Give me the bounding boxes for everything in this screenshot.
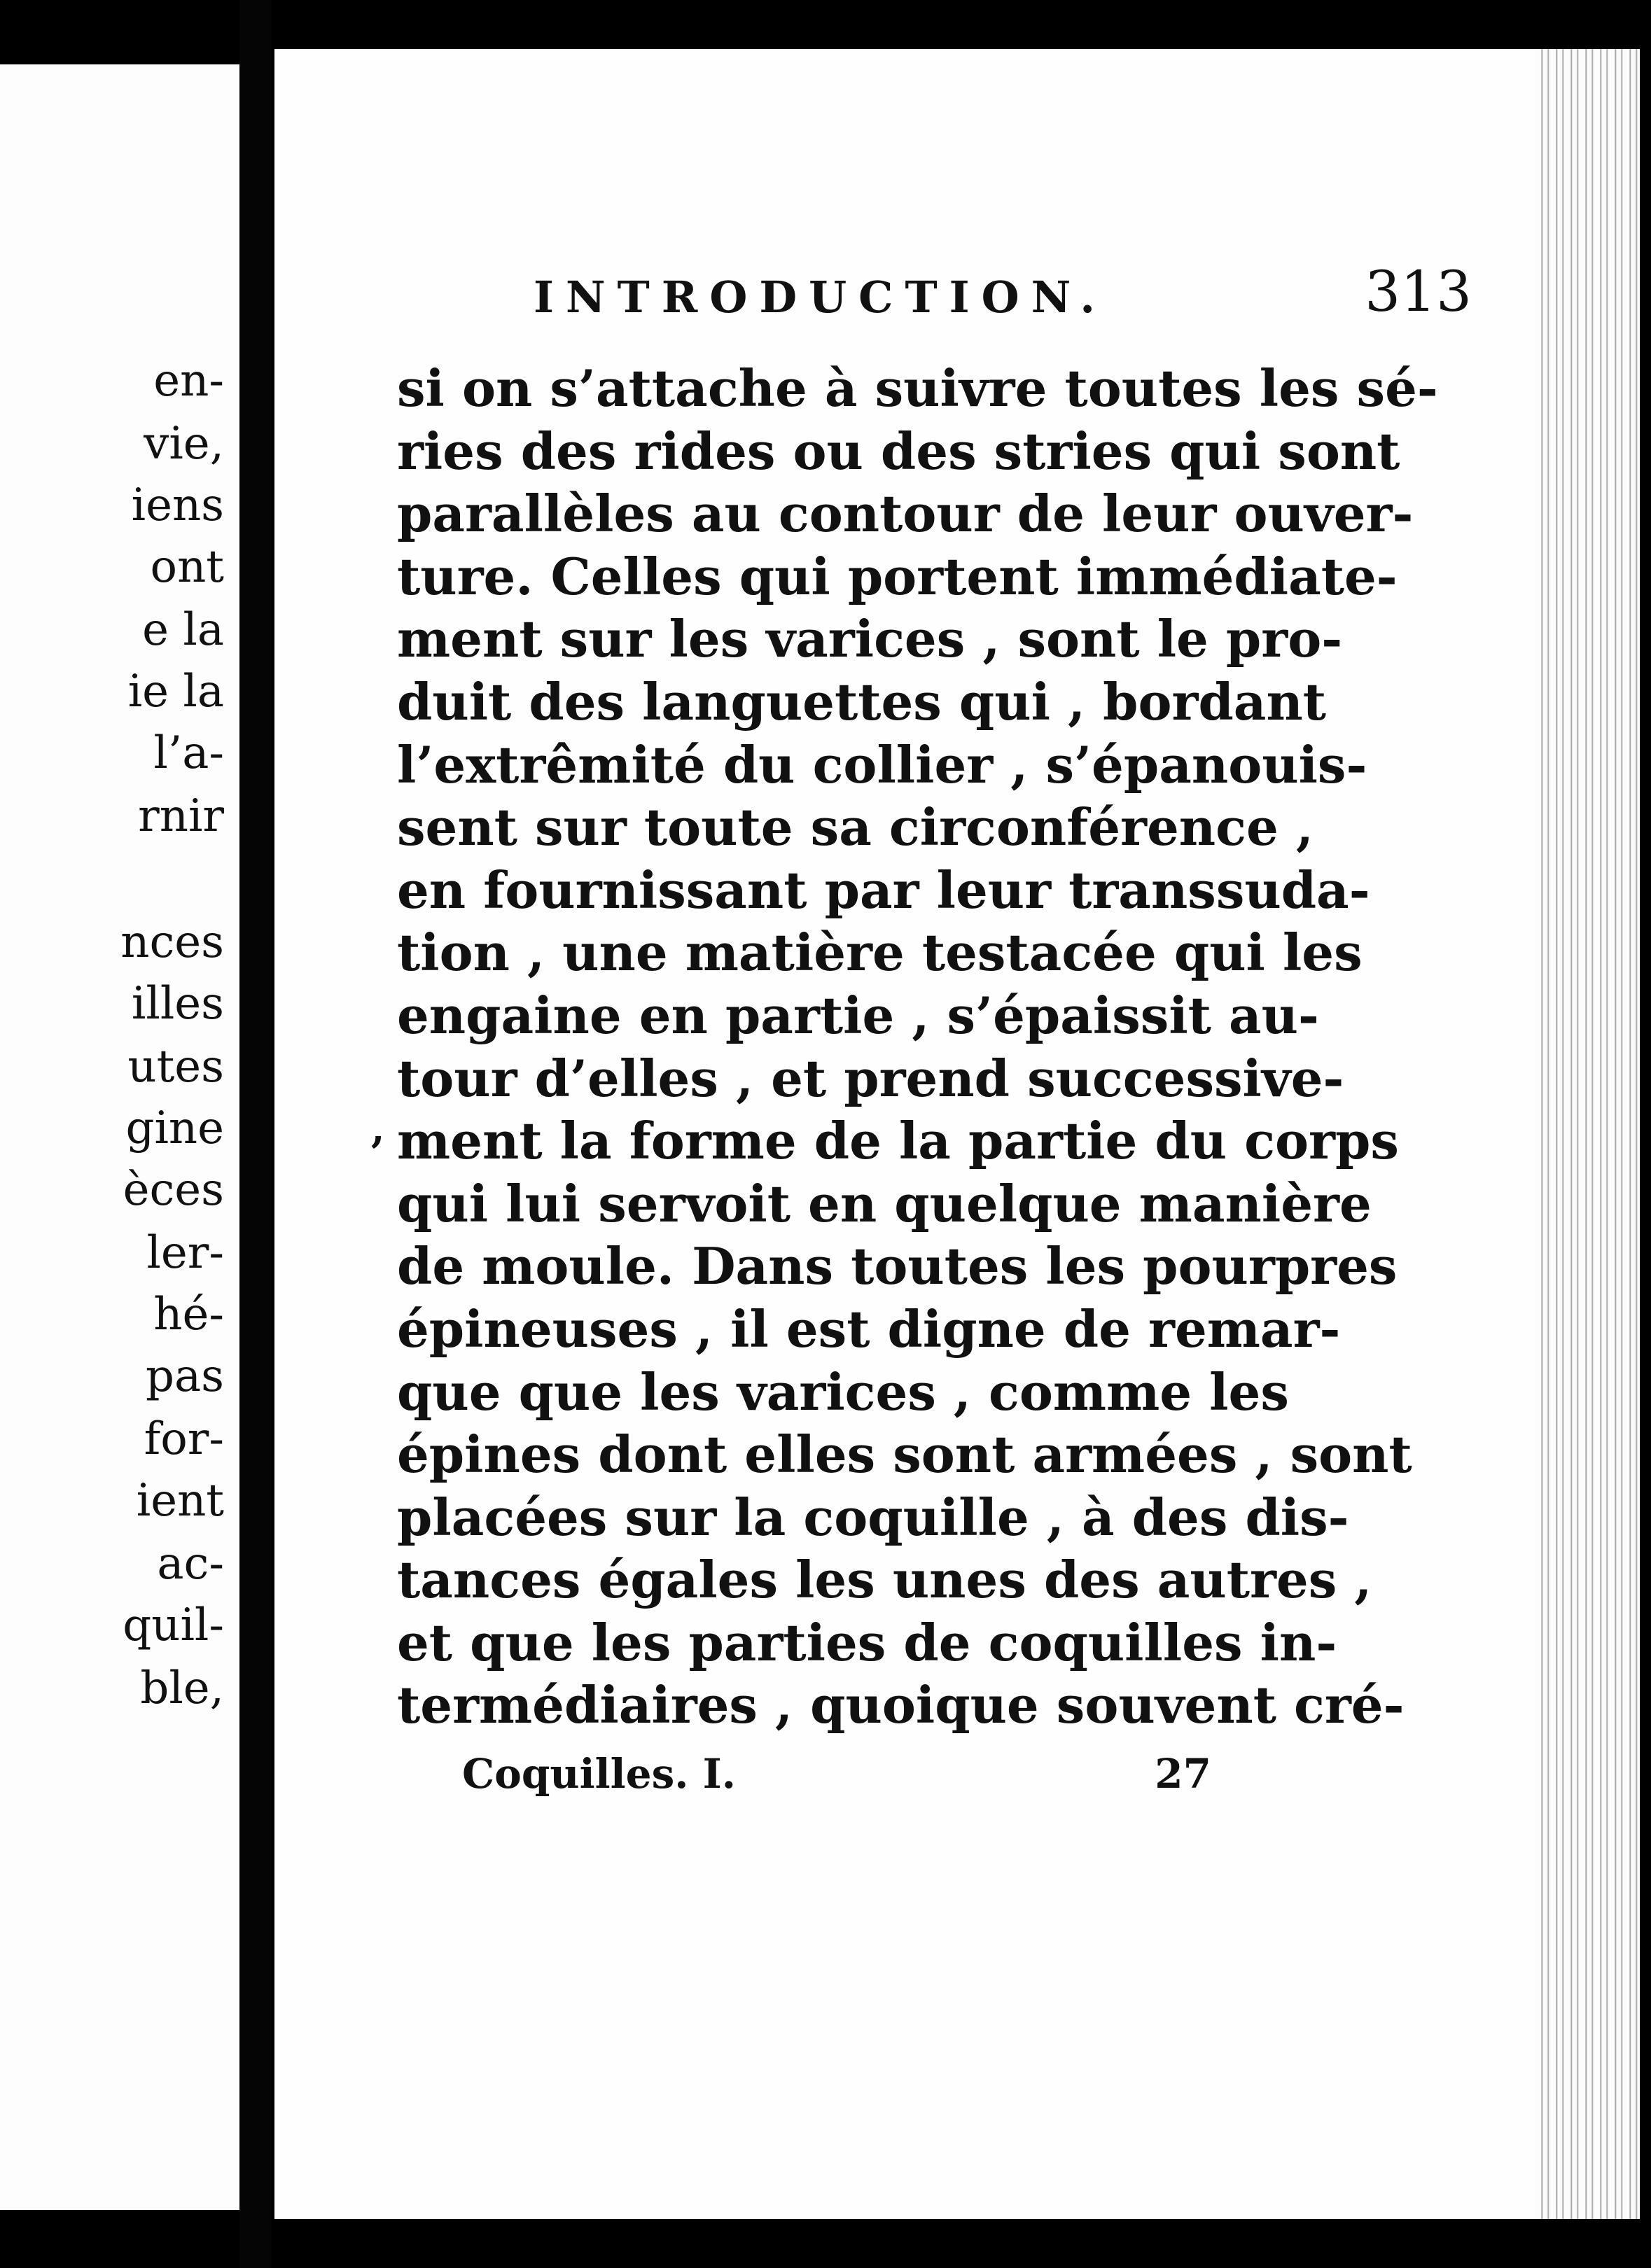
- page-edge-shading: [1535, 49, 1640, 2219]
- left-page-line: pas: [146, 1350, 224, 1402]
- text-line: qui lui servoit en quelque manière: [397, 1173, 1372, 1233]
- left-page-line: gine: [125, 1102, 224, 1154]
- text-line: termédiaires , quoique souvent cré-: [397, 1675, 1405, 1735]
- text-line: l’extrêmité du collier , s’épanouis-: [397, 734, 1367, 794]
- text-line: ment la forme de la partie du corps: [397, 1111, 1399, 1171]
- page-footer: [462, 1750, 1211, 1813]
- left-page-line: vie,: [144, 418, 224, 470]
- text-line: épineuses , il est digne de remar-: [397, 1298, 1341, 1359]
- left-page-line: ie la: [127, 666, 224, 718]
- text-line: engaine en partie , s’épaissit au-: [397, 985, 1319, 1045]
- left-page-line: nces: [120, 916, 224, 968]
- text-line: que que les varices , comme les: [397, 1362, 1289, 1422]
- left-page-line: utes: [127, 1041, 224, 1093]
- left-page-line: hé-: [153, 1289, 224, 1340]
- text-line: en fournissant par leur transsuda-: [397, 860, 1370, 920]
- text-line: ture. Celles qui portent immédiate-: [397, 546, 1398, 606]
- left-page-line: iens: [131, 479, 224, 531]
- left-page-line: ler-: [146, 1227, 224, 1279]
- left-page-line: ient: [136, 1475, 224, 1527]
- left-page-line: illes: [131, 978, 224, 1030]
- running-head-title: INTRODUCTION.: [534, 272, 1107, 323]
- stray-mark: ,: [371, 1106, 385, 1152]
- text-line: de moule. Dans toutes les pourpres: [397, 1236, 1398, 1296]
- text-line: et que les parties de coquilles in-: [397, 1612, 1337, 1672]
- left-page-line: èces: [123, 1164, 224, 1216]
- left-page-line: ont: [150, 541, 224, 593]
- body-text: [397, 357, 1438, 1737]
- text-line: si on s’attache à suivre toutes les sé-: [397, 358, 1438, 418]
- left-page-line: ac-: [157, 1538, 224, 1590]
- left-page-line: rnir: [138, 790, 224, 842]
- text-line: sent sur toute sa circonférence ,: [397, 797, 1314, 858]
- text-line: tion , une matière testacée qui les: [397, 923, 1363, 983]
- left-page-line: e la: [142, 604, 224, 656]
- left-page-line: ble,: [140, 1662, 224, 1714]
- running-head: [534, 259, 1472, 336]
- left-page-line: for-: [144, 1413, 224, 1465]
- page-number: 313: [1365, 259, 1472, 324]
- text-line: placées sur la coquille , à des dis-: [397, 1487, 1349, 1547]
- facing-page-fragment: [0, 64, 239, 2210]
- main-page: [274, 49, 1640, 2219]
- text-line: ment sur les varices , sont le pro-: [397, 609, 1343, 669]
- text-line: tour d’elles , et prend successive-: [397, 1048, 1344, 1108]
- signature-mark: Coquilles. I.: [462, 1750, 736, 1798]
- text-line: épines dont elles sont armées , sont: [397, 1424, 1412, 1485]
- text-line: ries des rides ou des stries qui sont: [397, 421, 1400, 481]
- left-page-line: en-: [153, 355, 224, 407]
- signature-number: 27: [1155, 1750, 1211, 1798]
- book-gutter: [239, 0, 272, 2268]
- text-line: tances égales les unes des autres ,: [397, 1550, 1372, 1610]
- left-page-line: quil-: [123, 1600, 224, 1651]
- left-page-line: l’a-: [153, 727, 224, 779]
- text-line: duit des languettes qui , bordant: [397, 671, 1327, 732]
- text-line: parallèles au contour de leur ouver-: [397, 484, 1414, 544]
